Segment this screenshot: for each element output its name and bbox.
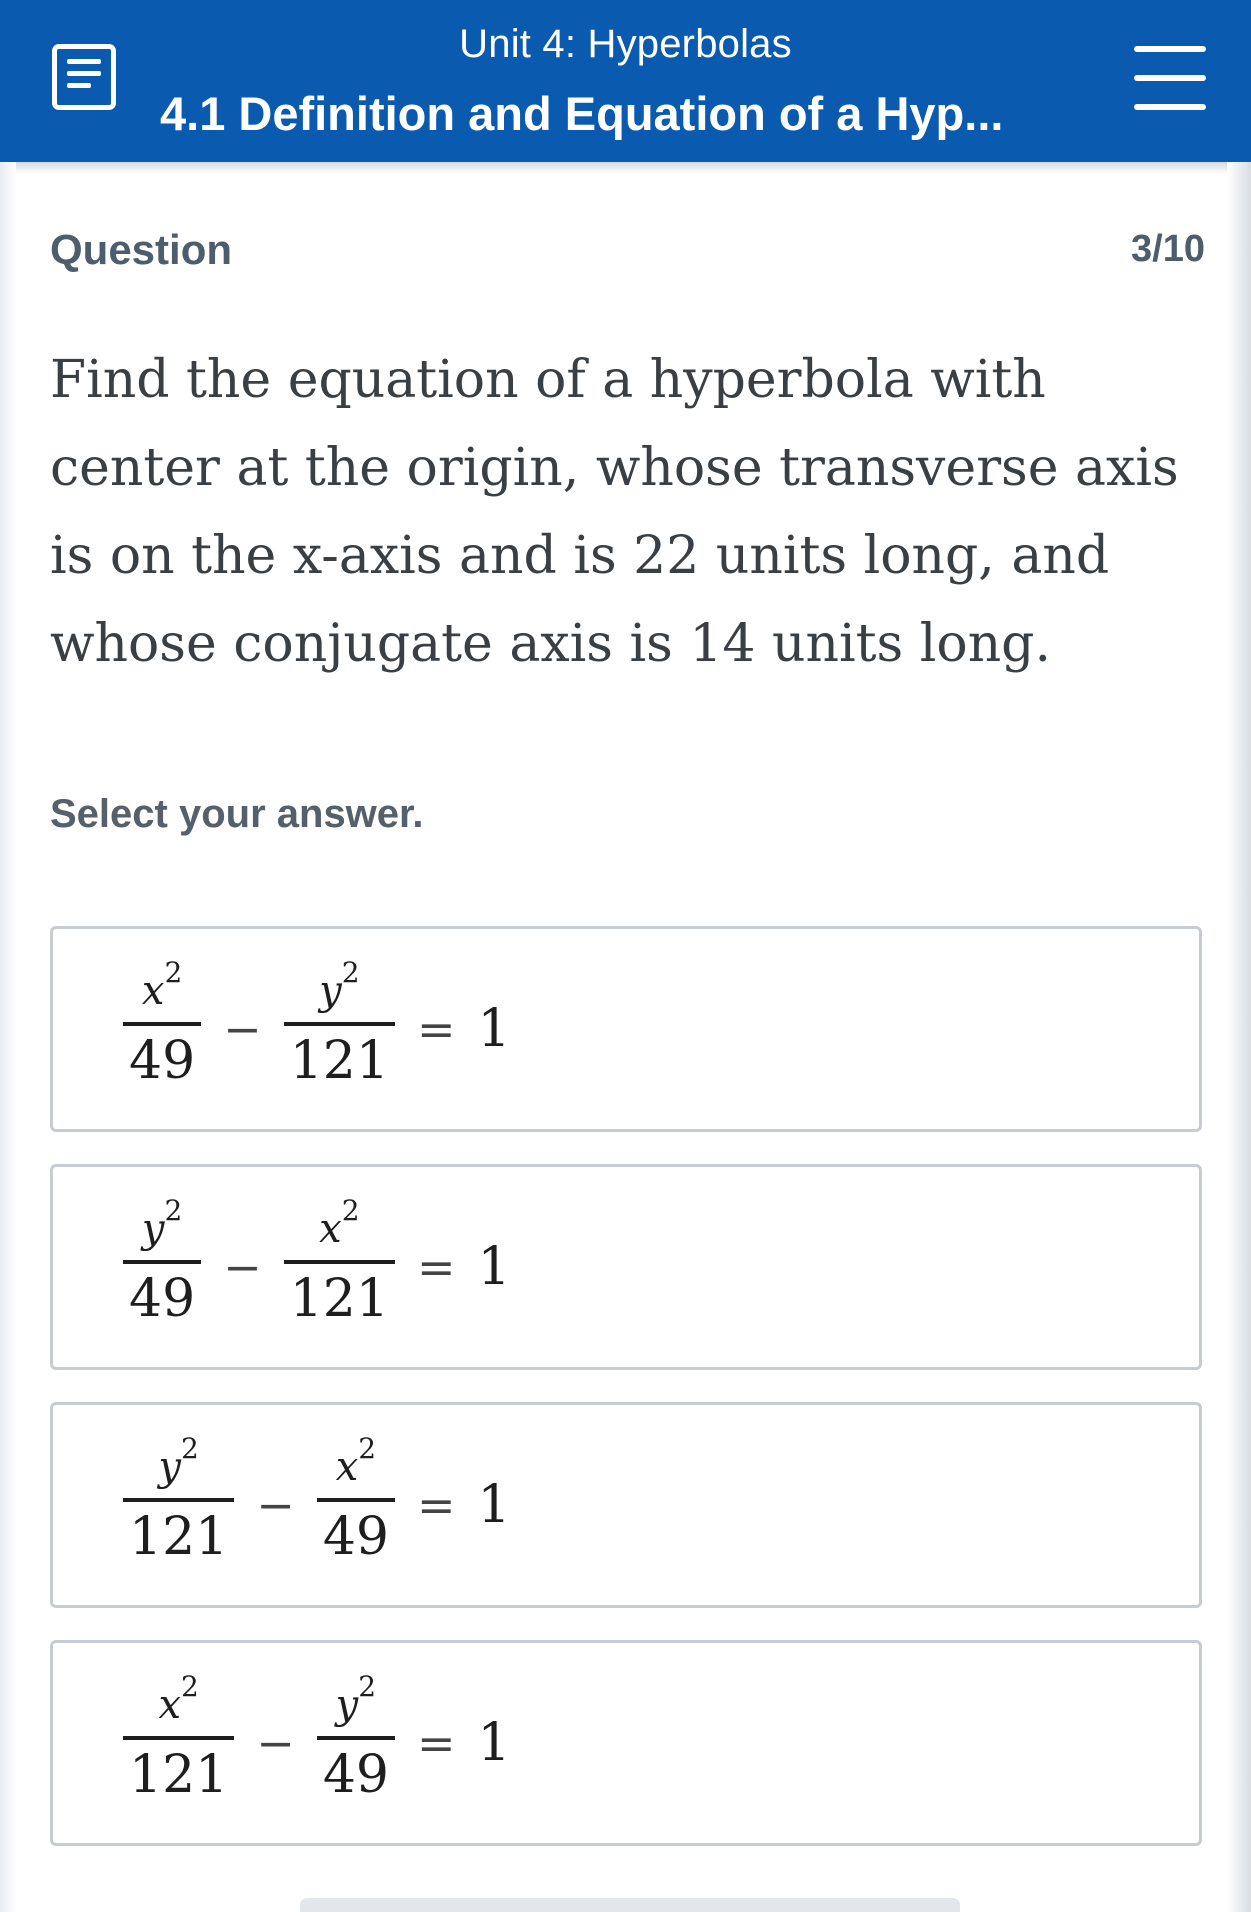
top-app-bar <box>0 0 1251 162</box>
fraction: $\frac{y^2}{49}$ <box>123 1206 201 1328</box>
lesson-title: 4.1 Definition and Equation of a Hyp... <box>160 87 1004 140</box>
question-progress: 3/10 <box>1131 228 1205 270</box>
fraction: $\frac{x^2}{49}$ <box>317 1444 395 1566</box>
minus-sign: − <box>223 1002 262 1056</box>
rhs-value: 1 <box>477 1713 511 1773</box>
fraction: $\frac{x^2}{121}$ <box>284 1206 395 1328</box>
rhs-value: 1 <box>477 1475 511 1535</box>
equals-sign: = <box>416 1716 456 1770</box>
rhs-value: 1 <box>477 999 511 1059</box>
rhs-value: 1 <box>477 1237 511 1297</box>
equation <box>123 1405 511 1605</box>
menu-icon[interactable] <box>1134 46 1206 110</box>
select-answer-label: Select your answer. <box>50 792 424 836</box>
equation <box>123 1167 511 1367</box>
equals-sign: = <box>416 1240 456 1294</box>
answer-option-4[interactable] <box>50 1640 1202 1846</box>
left-edge-shadow <box>0 162 16 1912</box>
equation <box>123 929 511 1129</box>
equals-sign: = <box>416 1478 456 1532</box>
minus-sign: − <box>256 1478 295 1532</box>
question-text: Find the equation of a hyperbola with center at the origin, whose transverse axis is on the x-axis and is 22 units long, and whose conjugate axis is 14 units long. <box>50 350 1179 674</box>
submit-bar-edge[interactable] <box>300 1898 960 1912</box>
unit-label: Unit 4: Hyperbolas <box>459 22 792 66</box>
fraction: $\frac{y^2}{49}$ <box>317 1682 395 1804</box>
right-edge-shadow <box>1227 162 1251 1912</box>
answer-option-2[interactable] <box>50 1164 1202 1370</box>
equals-sign: = <box>416 1002 456 1056</box>
fraction: $\frac{y^2}{121}$ <box>123 1444 234 1566</box>
minus-sign: − <box>223 1240 262 1294</box>
fraction: $\frac{x^2}{121}$ <box>123 1682 234 1804</box>
answer-option-1[interactable] <box>50 926 1202 1132</box>
fraction: $\frac{x^2}{49}$ <box>123 968 201 1090</box>
equation <box>123 1643 511 1843</box>
question-label: Question <box>50 226 233 273</box>
minus-sign: − <box>256 1716 295 1770</box>
answer-option-3[interactable] <box>50 1402 1202 1608</box>
header-shadow <box>0 162 1251 174</box>
fraction: $\frac{y^2}{121}$ <box>284 968 395 1090</box>
